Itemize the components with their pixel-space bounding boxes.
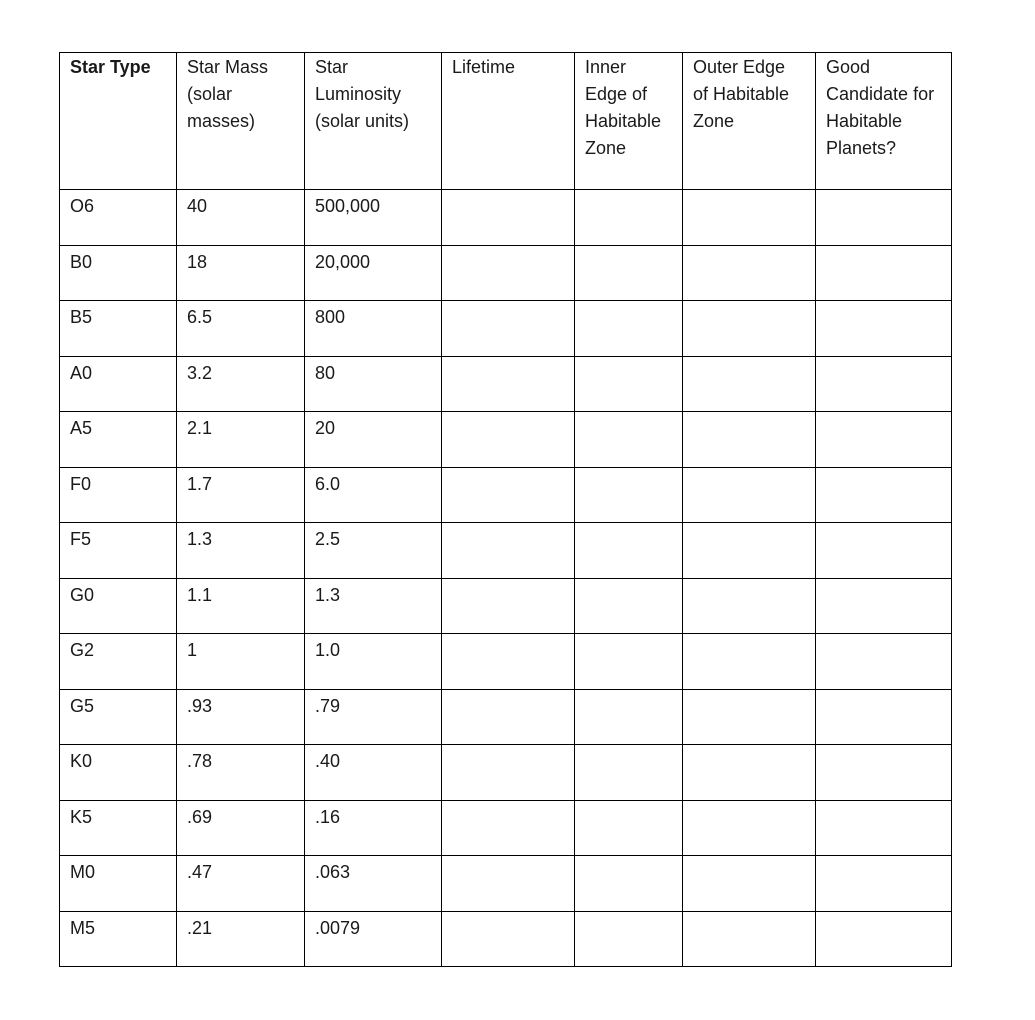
lifetime-cell: [442, 689, 575, 745]
lifetime-cell: [442, 190, 575, 246]
star-mass-cell: .21: [177, 911, 305, 967]
good-candidate-cell: [816, 245, 952, 301]
star-type-cell: A5: [60, 412, 177, 468]
outer-edge-cell: [683, 301, 816, 357]
table-row: [60, 745, 952, 801]
star-type-cell: A0: [60, 356, 177, 412]
outer-edge-cell: [683, 523, 816, 579]
outer-edge-cell: [683, 800, 816, 856]
table-row: [60, 856, 952, 912]
outer-edge-cell: [683, 467, 816, 523]
outer-edge-cell: [683, 911, 816, 967]
outer-edge-cell: [683, 356, 816, 412]
star-luminosity-cell: 1.3: [305, 578, 442, 634]
star-luminosity-cell: 20,000: [305, 245, 442, 301]
header-lifetime: Lifetime: [442, 53, 575, 190]
star-type-cell: M5: [60, 911, 177, 967]
inner-edge-cell: [575, 301, 683, 357]
inner-edge-cell: [575, 412, 683, 468]
star-mass-cell: .93: [177, 689, 305, 745]
star-type-cell: F5: [60, 523, 177, 579]
outer-edge-cell: [683, 856, 816, 912]
star-mass-cell: 18: [177, 245, 305, 301]
table-row: [60, 634, 952, 690]
lifetime-cell: [442, 856, 575, 912]
outer-edge-cell: [683, 745, 816, 801]
outer-edge-cell: [683, 412, 816, 468]
star-luminosity-cell: 800: [305, 301, 442, 357]
good-candidate-cell: [816, 523, 952, 579]
good-candidate-cell: [816, 412, 952, 468]
table-row: [60, 467, 952, 523]
star-mass-cell: 3.2: [177, 356, 305, 412]
lifetime-cell: [442, 800, 575, 856]
outer-edge-cell: [683, 689, 816, 745]
header-star-mass: Star Mass (solar masses): [177, 53, 305, 190]
star-type-cell: G0: [60, 578, 177, 634]
star-luminosity-cell: 2.5: [305, 523, 442, 579]
lifetime-cell: [442, 301, 575, 357]
good-candidate-cell: [816, 634, 952, 690]
inner-edge-cell: [575, 578, 683, 634]
table-row: [60, 301, 952, 357]
good-candidate-cell: [816, 578, 952, 634]
star-luminosity-cell: 1.0: [305, 634, 442, 690]
star-luminosity-cell: .063: [305, 856, 442, 912]
table-row: [60, 800, 952, 856]
header-outer-edge: Outer Edge of Habitable Zone: [683, 53, 816, 190]
header-good-candidate: Good Candidate for Habitable Planets?: [816, 53, 952, 190]
star-luminosity-cell: .40: [305, 745, 442, 801]
star-mass-cell: 1: [177, 634, 305, 690]
star-luminosity-cell: 500,000: [305, 190, 442, 246]
good-candidate-cell: [816, 190, 952, 246]
star-mass-cell: 1.1: [177, 578, 305, 634]
inner-edge-cell: [575, 634, 683, 690]
star-type-cell: F0: [60, 467, 177, 523]
inner-edge-cell: [575, 800, 683, 856]
inner-edge-cell: [575, 745, 683, 801]
table-row: [60, 356, 952, 412]
star-properties-table: [59, 52, 952, 967]
table-body: [60, 190, 952, 967]
star-mass-cell: 2.1: [177, 412, 305, 468]
star-mass-cell: 1.3: [177, 523, 305, 579]
star-type-cell: G2: [60, 634, 177, 690]
star-mass-cell: .47: [177, 856, 305, 912]
star-type-cell: M0: [60, 856, 177, 912]
table-row: [60, 578, 952, 634]
table-row: [60, 911, 952, 967]
star-type-cell: G5: [60, 689, 177, 745]
outer-edge-cell: [683, 190, 816, 246]
lifetime-cell: [442, 245, 575, 301]
table-row: [60, 689, 952, 745]
star-type-cell: K5: [60, 800, 177, 856]
lifetime-cell: [442, 745, 575, 801]
star-mass-cell: 1.7: [177, 467, 305, 523]
inner-edge-cell: [575, 467, 683, 523]
star-luminosity-cell: 6.0: [305, 467, 442, 523]
table-row: [60, 190, 952, 246]
star-type-cell: O6: [60, 190, 177, 246]
inner-edge-cell: [575, 190, 683, 246]
inner-edge-cell: [575, 523, 683, 579]
lifetime-cell: [442, 356, 575, 412]
lifetime-cell: [442, 634, 575, 690]
good-candidate-cell: [816, 689, 952, 745]
table-row: [60, 523, 952, 579]
lifetime-cell: [442, 523, 575, 579]
star-mass-cell: 6.5: [177, 301, 305, 357]
table-row: [60, 412, 952, 468]
header-star-type: Star Type: [60, 53, 177, 190]
good-candidate-cell: [816, 356, 952, 412]
star-mass-cell: .78: [177, 745, 305, 801]
header-star-luminosity: Star Luminosity (solar units): [305, 53, 442, 190]
inner-edge-cell: [575, 911, 683, 967]
good-candidate-cell: [816, 911, 952, 967]
table-row: [60, 245, 952, 301]
header-inner-edge: Inner Edge of Habitable Zone: [575, 53, 683, 190]
good-candidate-cell: [816, 745, 952, 801]
good-candidate-cell: [816, 856, 952, 912]
star-luminosity-cell: .0079: [305, 911, 442, 967]
inner-edge-cell: [575, 856, 683, 912]
outer-edge-cell: [683, 245, 816, 301]
star-luminosity-cell: .16: [305, 800, 442, 856]
header-row: [60, 53, 952, 190]
outer-edge-cell: [683, 578, 816, 634]
star-type-cell: K0: [60, 745, 177, 801]
inner-edge-cell: [575, 356, 683, 412]
inner-edge-cell: [575, 245, 683, 301]
lifetime-cell: [442, 412, 575, 468]
table-header: [60, 53, 952, 190]
star-luminosity-cell: 20: [305, 412, 442, 468]
star-luminosity-cell: 80: [305, 356, 442, 412]
good-candidate-cell: [816, 800, 952, 856]
lifetime-cell: [442, 467, 575, 523]
star-luminosity-cell: .79: [305, 689, 442, 745]
lifetime-cell: [442, 578, 575, 634]
lifetime-cell: [442, 911, 575, 967]
inner-edge-cell: [575, 689, 683, 745]
good-candidate-cell: [816, 467, 952, 523]
outer-edge-cell: [683, 634, 816, 690]
star-mass-cell: .69: [177, 800, 305, 856]
star-type-cell: B0: [60, 245, 177, 301]
star-type-cell: B5: [60, 301, 177, 357]
star-mass-cell: 40: [177, 190, 305, 246]
good-candidate-cell: [816, 301, 952, 357]
